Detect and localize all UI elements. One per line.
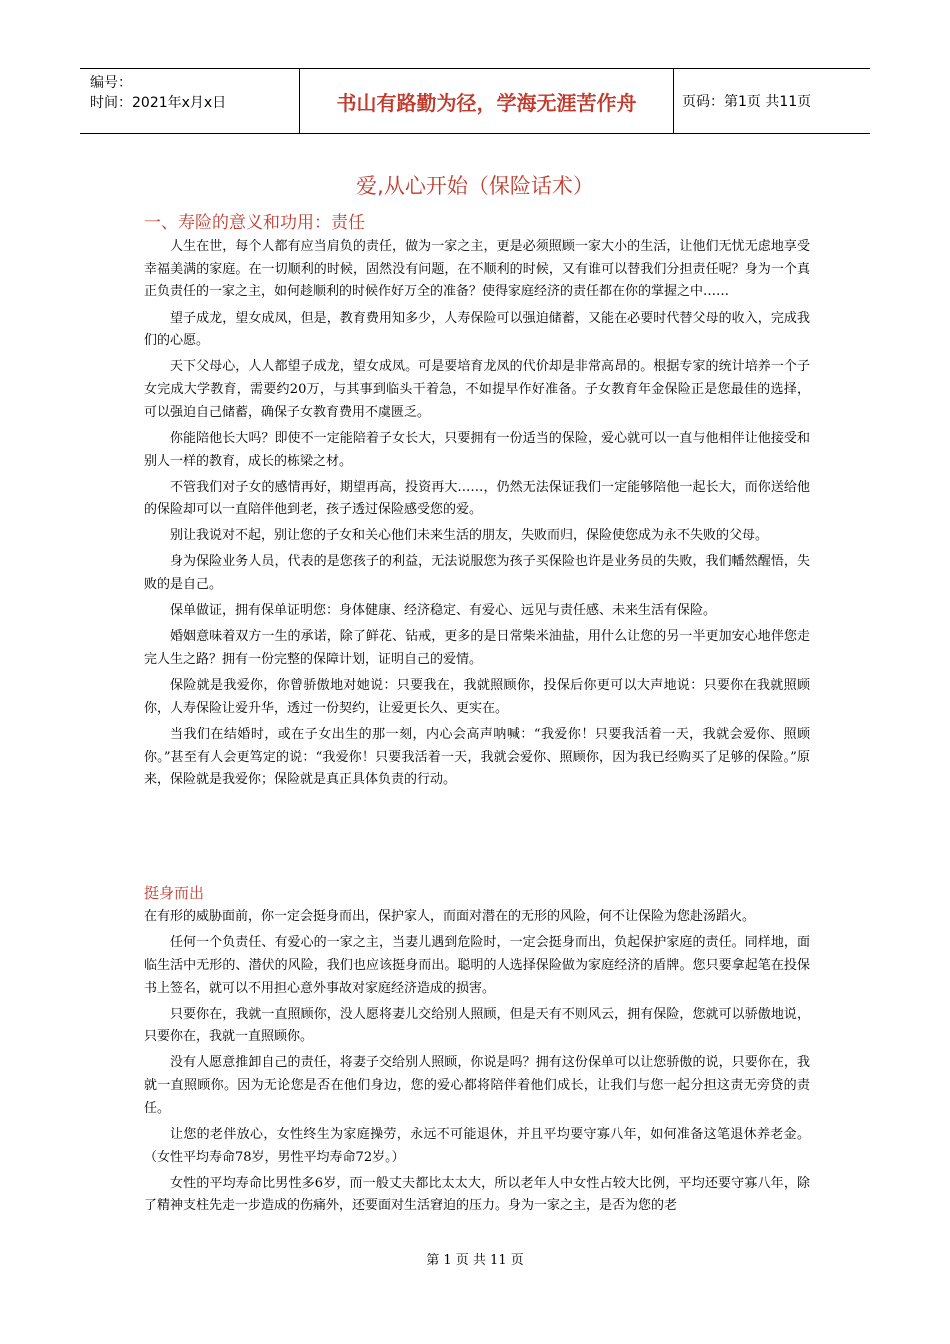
section1-body [144, 236, 810, 795]
paragraph: 当我们在结婚时，或在子女出生的那一刻，内心会高声呐喊：“我爱你！只要我活着一天，我就会爱你、照顾你。”甚至有人会更笃定的说：“我爱你！只要我活着一天，我就会爱你、照顾你，因为我已经购买了足够的保险。”原来，保险就是我爱你；保险就是真正具体负责的行动。 [144, 726, 810, 788]
header-table [80, 68, 870, 134]
paragraph: 只要你在，我就一直照顾你，没人愿将妻儿交给别人照顾，但是天有不则风云，拥有保险，您就可以骄傲地说，只要你在，我就一直照顾你。 [144, 1006, 810, 1045]
page-info: 页码：第1页 共11页 [682, 94, 812, 110]
paragraph: 让您的老伴放心，女性终生为家庭操劳，永远不可能退休，并且平均要守寡八年，如何准备这笔退休养老金。（女性平均寿命78岁，男性平均寿命72岁。） [144, 1126, 810, 1165]
section2-body [144, 906, 810, 1221]
paragraph: 女性的平均寿命比男性多6岁，而一般丈夫都比太太大，所以老年人中女性占较大比例，平均还要守寡八年，除了精神支柱先走一步造成的伤痛外，还要面对生活窘迫的压力。身为一家之主，是否为您的老 [144, 1175, 810, 1214]
paragraph: 任何一个负责任、有爱心的一家之主，当妻儿遇到危险时，一定会挺身而出，负起保护家庭的责任。同样地，面临生活中无形的、潜伏的风险，我们也应该挺身而出。聪明的人选择保险做为家庭经济的盾牌。您只要拿起笔在投保书上签名，就可以不用担心意外事故对家庭经济造成的损害。 [144, 935, 810, 996]
paragraph: 保单做证，拥有保单证明您：身体健康、经济稳定、有爱心、远见与责任感、未来生活有保险。 [170, 603, 717, 619]
motto: 书山有路勤为径，学海无涯苦作舟 [300, 69, 674, 133]
date-label: 时间：2021年x月x日 [90, 95, 227, 111]
paragraph: 别让我说对不起，别让您的子女和关心他们未来生活的朋友，失败而归，保险使您成为永不失败的父母。 [170, 528, 769, 544]
section1-heading: 一、寿险的意义和功用：责任 [144, 213, 365, 233]
page-footer: 第 1 页 共 11 页 [426, 1253, 524, 1268]
paragraph: 望子成龙，望女成凤，但是，教育费用知多少，人寿保险可以强迫储蓄，又能在必要时代替父母的收入，完成我们的心愿。 [144, 310, 810, 349]
header-meta-cell [80, 69, 300, 133]
paragraph: 身为保险业务人员，代表的是您孩子的利益，无法说服您为孩子买保险也许是业务员的失败，我们幡然醒悟，失败的是自己。 [144, 554, 810, 593]
paragraph: 人生在世，每个人都有应当肩负的责任，做为一家之主，更是必须照顾一家大小的生活，让他们无忧无虑地享受幸福美满的家庭。在一切顺利的时候，固然没有问题，在不顺利的时候，又有谁可以替我们分担责任呢？身为一个真正负责任的一家之主，如何趁顺利的时候作好万全的准备？使得家庭经济的责任都在你的掌握之中…… [144, 239, 810, 300]
paragraph: 婚姻意味着双方一生的承诺，除了鲜花、钻戒，更多的是日常柴米油盐，用什么让您的另一半更加安心地伴您走完人生之路？拥有一份完整的保障计划，证明自己的爱情。 [144, 629, 810, 668]
number-label: 编号： [90, 75, 132, 91]
section2-heading: 挺身而出 [144, 884, 205, 902]
paragraph: 你能陪他长大吗？即使不一定能陪着子女长大，只要拥有一份适当的保险，爱心就可以一直与他相伴让他接受和别人一样的教育，成长的栋梁之材。 [144, 430, 810, 469]
paragraph: 保险就是我爱你，你曾骄傲地对她说：只要我在，我就照顾你，投保后你更可以大声地说：只要你在我就照顾你，人寿保险让爱升华，透过一份契约，让爱更长久、更实在。 [144, 678, 810, 716]
paragraph: 在有形的威胁面前，你一定会挺身而出，保护家人，而面对潜在的无形的风险，何不让保险为您赴汤蹈火。 [144, 909, 756, 924]
paragraph: 天下父母心，人人都望子成龙，望女成凤。可是要培育龙凤的代价却是非常高昂的。根据专家的统计培养一个子女完成大学教育，需要约20万，与其事到临头干着急，不如提早作好准备。子女教育年金保险正是您最佳的选择，可以强迫自己储蓄，确保子女教育费用不虞匮乏。 [144, 359, 810, 420]
paragraph: 没有人愿意推卸自己的责任，将妻子交给别人照顾，你说是吗？拥有这份保单可以让您骄傲的说，只要你在，我就一直照顾你。因为无论您是否在他们身边，您的爱心都将陪伴着他们成长，让我们与您一起分担这责无旁贷的责任。 [144, 1055, 810, 1116]
doc-title: 爱,从心开始（保险话术） [356, 174, 594, 198]
paragraph: 不管我们对子女的感情再好，期望再高，投资再大……，仍然无法保证我们一定能够陪他一起长大，而你送给他的保险却可以一直陪伴他到老，孩子透过保险感受您的爱。 [144, 479, 810, 518]
